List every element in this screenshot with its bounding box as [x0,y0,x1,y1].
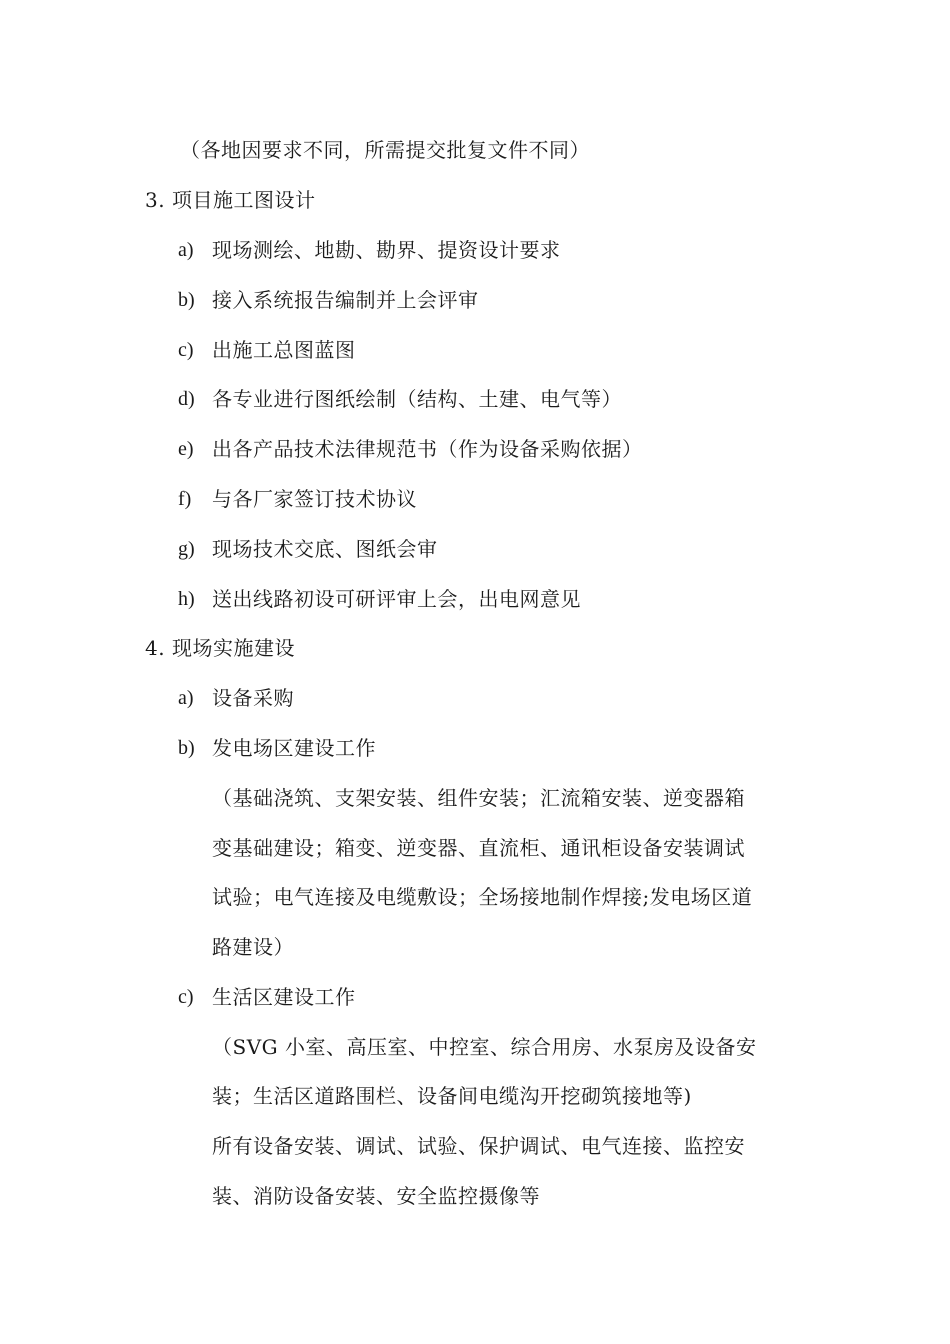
list-item-label: b) [178,737,195,759]
list-item-label: c) [178,986,194,1008]
detail-line: 装、消防设备安装、安全监控摄像等 [212,1184,540,1208]
list-item-text: 出各产品技术法律规范书（作为设备采购依据） [212,437,643,461]
list-item-text: 现场技术交底、图纸会审 [212,537,438,561]
detail-line: 路建设） [212,935,294,959]
list-item-text: 生活区建设工作 [212,985,356,1009]
list-item-label: c) [178,339,194,361]
detail-line: （基础浇筑、支架安装、组件安装；汇流箱安装、逆变器箱 [212,786,745,810]
list-item-label: e) [178,438,194,460]
detail-line: 试验；电气连接及电缆敷设；全场接地制作焊接;发电场区道 [212,885,753,909]
list-item-text: 设备采购 [212,686,294,710]
list-item-text: 各专业进行图纸绘制（结构、土建、电气等） [212,387,622,411]
detail-line: （SVG 小室、高压室、中控室、综合用房、水泵房及设备安 [212,1035,757,1059]
detail-line: 所有设备安装、调试、试验、保护调试、电气连接、监控安 [212,1134,745,1158]
list-item-text: 与各厂家签订技术协议 [212,487,417,511]
list-item-label: f) [178,488,192,510]
list-item-label: g) [178,538,195,560]
list-item-text: 送出线路初设可研评审上会，出电网意见 [212,587,581,611]
section-number: 4. [145,636,166,660]
section-3-heading [145,188,315,212]
list-item-label: a) [178,687,194,709]
list-item-label: b) [178,289,195,311]
detail-line: 变基础建设；箱变、逆变器、直流柜、通讯柜设备安装调试 [212,836,745,860]
section-title: 项目施工图设计 [171,188,316,212]
list-item-label: h) [178,588,195,610]
note-top: （各地因要求不同，所需提交批复文件不同） [180,138,590,162]
list-item-text: 出施工总图蓝图 [212,338,356,362]
detail-line: 装；生活区道路围栏、设备间电缆沟开挖砌筑接地等) [212,1084,692,1108]
section-4-heading [145,636,295,660]
list-item-text: 发电场区建设工作 [212,736,376,760]
list-item-text: 接入系统报告编制并上会评审 [212,288,479,312]
list-item-text: 现场测绘、地勘、勘界、提资设计要求 [212,238,561,262]
section-number: 3. [145,188,166,212]
list-item-label: d) [178,388,195,410]
section-title: 现场实施建设 [171,636,295,660]
list-item-label: a) [178,239,194,261]
